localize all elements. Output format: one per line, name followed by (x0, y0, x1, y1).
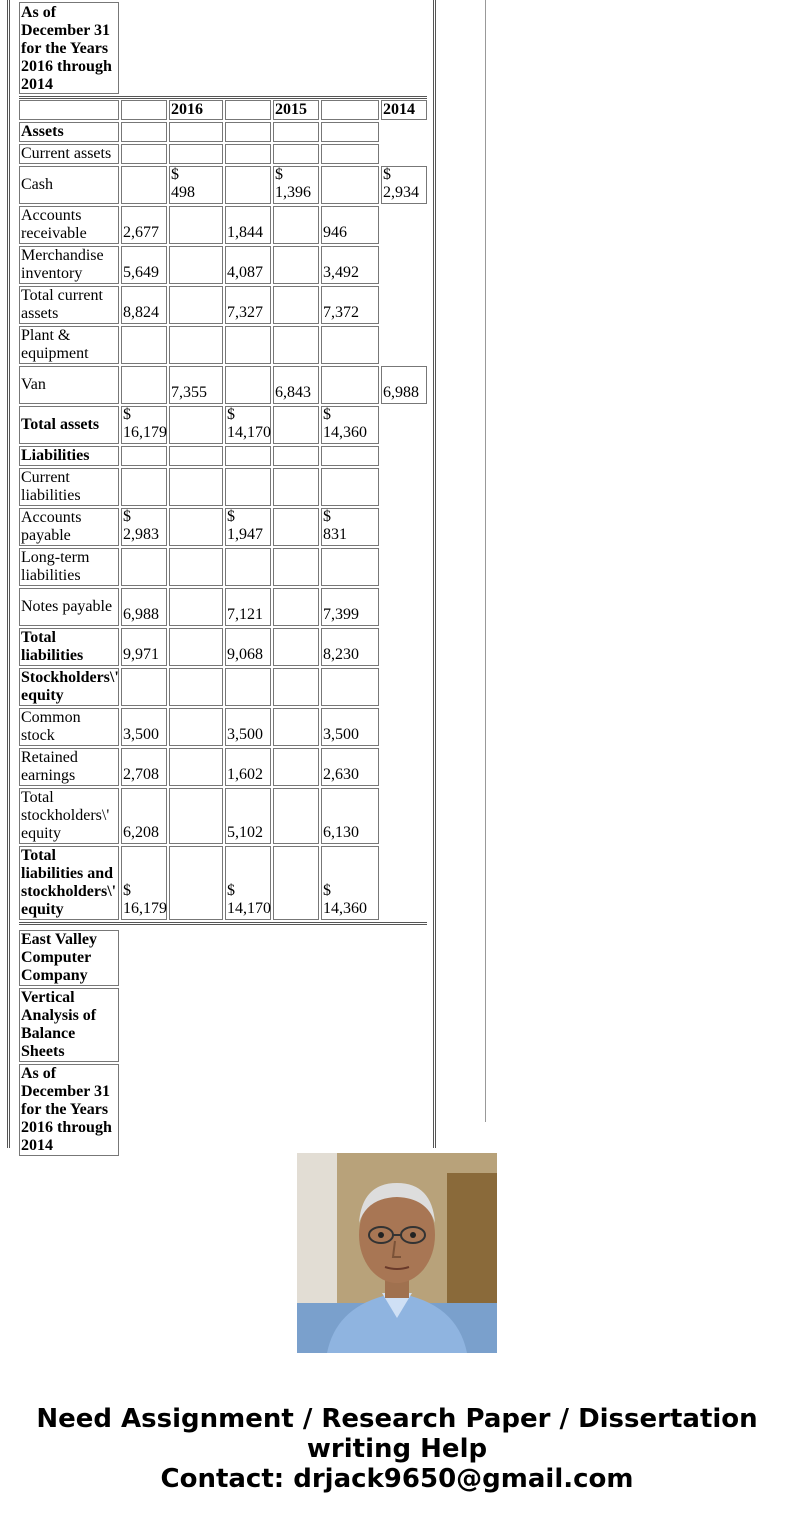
row-value: 6,988 (381, 366, 427, 404)
row-value (273, 548, 319, 586)
row-value: $ 14,170 (225, 406, 271, 444)
row-value: $ 14,360 (321, 846, 379, 920)
row-value (169, 588, 223, 626)
row-value (273, 588, 319, 626)
row-value: 6,208 (121, 788, 167, 844)
row-label: Van (19, 366, 119, 404)
row-label: Current liabilities (19, 468, 119, 506)
row-value: $ 1,396 (273, 166, 319, 204)
row-value: $ 16,179 (121, 406, 167, 444)
row-value: $ 2,934 (381, 166, 427, 204)
row-label: Total assets (19, 406, 119, 444)
row-label: Liabilities (19, 446, 119, 466)
row-value (273, 628, 319, 666)
row-value (273, 326, 319, 364)
footer-line-1: Need Assignment / Research Paper / Dissertation (36, 1404, 758, 1434)
row-value (273, 846, 319, 920)
row-value (273, 206, 319, 244)
row-value (121, 144, 167, 164)
row-value: 3,492 (321, 246, 379, 284)
row-value (169, 286, 223, 324)
row-value: 9,971 (121, 628, 167, 666)
section-rule (19, 922, 427, 925)
row-label: Cash (19, 166, 119, 204)
row-value (225, 468, 271, 506)
row-value (121, 668, 167, 706)
row-value: 3,500 (121, 708, 167, 746)
row-value (273, 788, 319, 844)
row-value (273, 446, 319, 466)
avatar (297, 1153, 497, 1353)
row-value: 3,500 (225, 708, 271, 746)
row-value (273, 468, 319, 506)
row-value: $ 2,983 (121, 508, 167, 546)
row-value: 4,087 (225, 246, 271, 284)
row-label: Stockholders\' equity (21, 669, 119, 704)
row-value: 5,649 (121, 246, 167, 284)
row-value (121, 548, 167, 586)
row-value (121, 366, 167, 404)
row-value (169, 508, 223, 546)
row-value: $ 14,170 (225, 846, 271, 920)
row-value (321, 166, 379, 204)
row-value (273, 508, 319, 546)
row-label: Notes payable (19, 588, 119, 626)
row-value (273, 122, 319, 142)
row-value: 8,230 (321, 628, 379, 666)
row-value (273, 668, 319, 706)
row-value (169, 846, 223, 920)
row-value (321, 548, 379, 586)
row-value (121, 468, 167, 506)
row-value (169, 668, 223, 706)
year-row-blank (121, 100, 167, 120)
row-value (121, 446, 167, 466)
row-value (225, 366, 271, 404)
row-value (169, 468, 223, 506)
row-value: $ 16,179 (121, 846, 167, 920)
row-value (169, 788, 223, 844)
row-value: 2,677 (121, 206, 167, 244)
row-value (169, 246, 223, 284)
company-name: East Valley Computer Company (19, 930, 119, 986)
row-value (225, 122, 271, 142)
row-value (169, 122, 223, 142)
row-value (225, 668, 271, 706)
row-label: Total liabilities (19, 628, 119, 666)
row-value: 946 (321, 206, 379, 244)
row-value (169, 548, 223, 586)
year-row-blank (321, 100, 379, 120)
row-value (273, 708, 319, 746)
row-value (321, 668, 379, 706)
row-value (321, 122, 379, 142)
row-value: 1,602 (225, 748, 271, 786)
year-2016: 2016 (169, 100, 223, 120)
row-value (169, 628, 223, 666)
row-value (321, 144, 379, 164)
year-row-blank (225, 100, 271, 120)
row-value (321, 446, 379, 466)
row-value: 7,327 (225, 286, 271, 324)
row-value (169, 446, 223, 466)
row-label: Retained earnings (19, 748, 119, 786)
period-header-2: As of December 31 for the Years 2016 through 2014 (19, 1064, 119, 1156)
row-label: Long-term liabilities (19, 548, 119, 586)
row-value (225, 166, 271, 204)
row-value (321, 366, 379, 404)
row-value: 8,824 (121, 286, 167, 324)
footer-line-2: writing Help (306, 1434, 488, 1464)
row-label: Assets (19, 122, 119, 142)
row-value: 9,068 (225, 628, 271, 666)
analysis-title: Vertical Analysis of Balance Sheets (19, 988, 119, 1062)
row-value: $ 1,947 (225, 508, 271, 546)
row-label: Common stock (19, 708, 119, 746)
row-value: 6,988 (121, 588, 167, 626)
period-header: As of December 31 for the Years 2016 through 2014 (19, 2, 119, 94)
row-value: 3,500 (321, 708, 379, 746)
row-value: 7,399 (321, 588, 379, 626)
row-value: $ 498 (169, 166, 223, 204)
footer-line-3: Contact: drjack9650@gmail.com (160, 1464, 634, 1494)
row-value (225, 548, 271, 586)
row-value (273, 748, 319, 786)
right-divider (485, 0, 486, 1122)
year-2015: 2015 (273, 100, 319, 120)
year-row-label (19, 100, 119, 120)
row-value (169, 144, 223, 164)
row-label: Plant & equipment (19, 326, 119, 364)
row-value: 6,843 (273, 366, 319, 404)
row-value: 7,121 (225, 588, 271, 626)
row-value (273, 144, 319, 164)
row-value: 7,355 (169, 366, 223, 404)
row-label: Current assets (19, 144, 119, 164)
row-value (169, 406, 223, 444)
row-label: Total liabilities and stockholders\' equity (19, 846, 119, 920)
row-value (169, 748, 223, 786)
row-value (273, 246, 319, 284)
row-value: $ 14,360 (321, 406, 379, 444)
row-label: Total stockholders\' equity (19, 788, 119, 844)
row-value (169, 708, 223, 746)
row-value (225, 326, 271, 364)
row-label: Total current assets (19, 286, 119, 324)
row-value (121, 122, 167, 142)
row-value (321, 468, 379, 506)
row-label: Merchandise inventory (19, 246, 119, 284)
row-value: 1,844 (225, 206, 271, 244)
row-value (225, 144, 271, 164)
person-photo-icon (297, 1153, 497, 1353)
row-value (169, 206, 223, 244)
row-value: 5,102 (225, 788, 271, 844)
row-value: 2,630 (321, 748, 379, 786)
row-value (169, 326, 223, 364)
row-value (273, 286, 319, 324)
row-value (121, 166, 167, 204)
row-value (273, 406, 319, 444)
year-2014: 2014 (381, 100, 427, 120)
row-label: Accounts payable (19, 508, 119, 546)
footer-banner (0, 1404, 794, 1494)
header-rule (19, 96, 427, 99)
row-value (121, 326, 167, 364)
row-value: $ 831 (321, 508, 379, 546)
row-value (321, 326, 379, 364)
row-label: Accounts receivable (19, 206, 119, 244)
row-value: 6,130 (321, 788, 379, 844)
row-value: 7,372 (321, 286, 379, 324)
row-value: 2,708 (121, 748, 167, 786)
row-value (225, 446, 271, 466)
